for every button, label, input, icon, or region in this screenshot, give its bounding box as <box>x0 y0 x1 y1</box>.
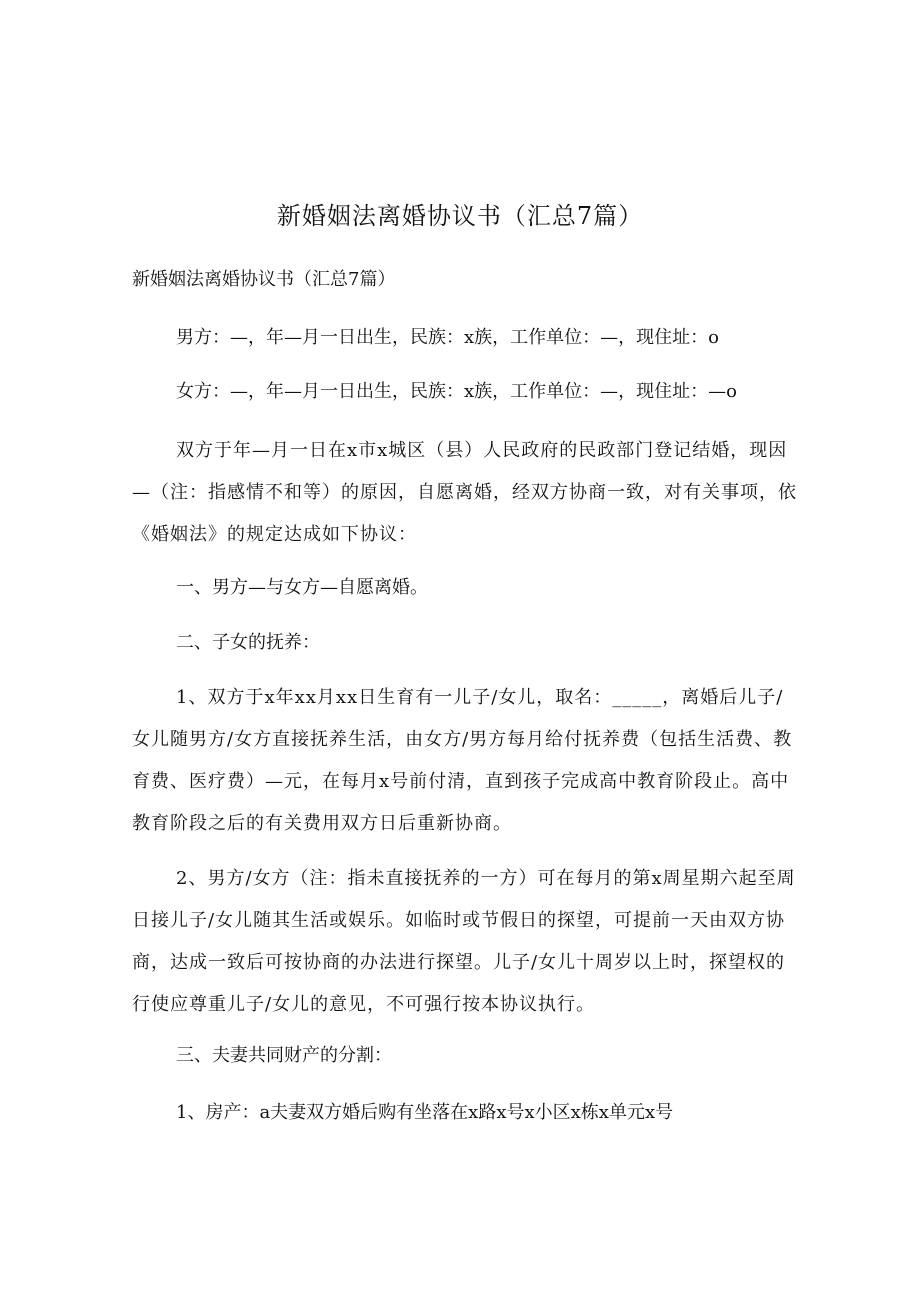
intro-paragraph: 双方于年—月一日在x市x城区（县）人民政府的民政部门登记结婚，现因—（注：指感情不和等）的原因，自愿离婚，经双方协商一致，对有关事项，依《婚姻法》的规定达成如下协议： <box>132 440 797 545</box>
clause-2-2-paragraph: 2、男方/女方（注：指未直接抚养的一方）可在每月的第x周星期六起至周日接儿子/女儿随其生活或娱乐。如临时或节假日的探望，可提前一天由双方协商，达成一致后可按协商的办法进行探望。儿子/女儿十周岁以上时，探望权的行使应尊重儿子/女儿的意见，不可强行按本协议执行。 <box>132 868 796 1015</box>
document-title: 新婚姻法离婚协议书（汇总7篇） <box>276 202 644 230</box>
clause-3-heading: 三、夫妻共同财产的分割： <box>176 1045 392 1066</box>
female-party-line: 女方：—，年—月一日出生，民族：x族，工作单位：—，现住址：—o <box>176 381 737 402</box>
clause-1: 一、男方—与女方—自愿离婚。 <box>176 577 428 598</box>
document-subtitle: 新婚姻法离婚协议书（汇总7篇） <box>132 269 396 290</box>
clause-2-1-paragraph: 1、双方于x年xx月xx日生育有一儿子/女儿，取名：_____，离婚后儿子/女儿随男方/女方直接抚养生活，由女方/男方每月给付抚养费（包括生活费、教育费、医疗费）—元，在每月x号前付清，直到孩子完成高中教育阶段止。高中教育阶段之后的有关费用双方日后重新协商。 <box>132 687 793 834</box>
clause-2-heading: 二、子女的抚养： <box>176 632 320 653</box>
male-party-line: 男方：—，年—月一日出生，民族：x族，工作单位：—，现住址：o <box>176 327 719 348</box>
clause-3-1-line: 1、房产：a夫妻双方婚后购有坐落在x路x号x小区x栋x单元x号 <box>176 1102 674 1123</box>
